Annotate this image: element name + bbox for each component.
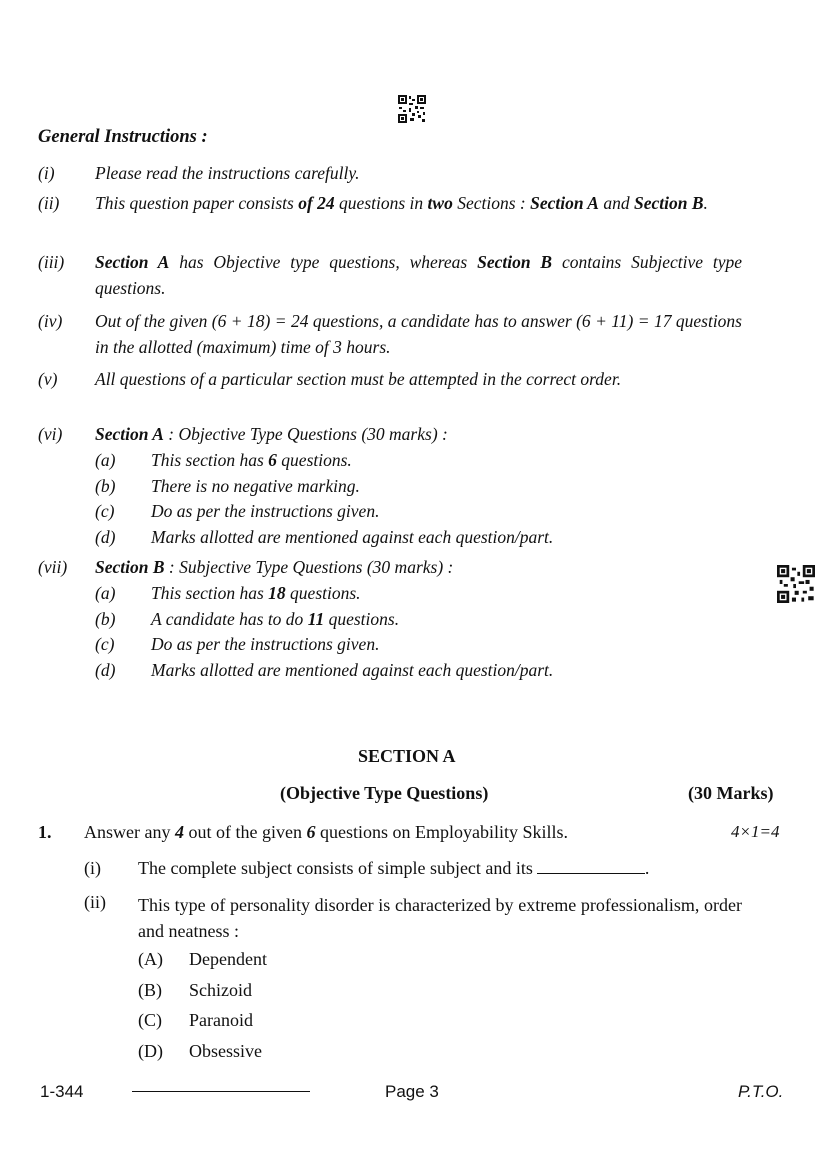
part-i-num: (i) [84, 858, 101, 878]
section_b_instr-item [95, 660, 695, 684]
instruction-item [38, 190, 742, 242]
instruction-item [38, 249, 742, 301]
instruction-item [38, 308, 742, 360]
instruction-number: (iii) [38, 252, 65, 272]
section-subtitle: (Objective Type Questions) [280, 783, 489, 803]
item-text: There is no negative marking. [151, 475, 360, 496]
item-text: This section has 6 questions. [151, 450, 352, 470]
instruction-vii-title [95, 557, 453, 578]
instruction-number: (v) [38, 369, 58, 389]
instruction-item [38, 160, 742, 186]
part-ii-text: This type of personality disorder is characterized by extreme professionalism, order and neatness : [138, 895, 742, 941]
option-text: Paranoid [189, 1010, 253, 1031]
option-text: Obsessive [189, 1041, 262, 1062]
fill-in-blank [537, 873, 645, 874]
section_a_instr-item [95, 501, 695, 525]
paper-code: 1-344 [40, 1082, 84, 1101]
item-text: A candidate has to do 11 questions. [151, 608, 400, 629]
section_a_instr-item [95, 450, 695, 474]
option-letter: (A) [138, 949, 163, 969]
pto-label: P.T.O. [738, 1082, 784, 1101]
instructions-heading: General Instructions : [38, 127, 208, 147]
instruction-number: (ii) [38, 193, 60, 213]
instruction-number: (i) [38, 163, 55, 183]
section_a_instr-item [95, 476, 695, 500]
part-i-text: The complete subject consists of simple subject and its . [138, 858, 650, 878]
qr-code-top [398, 95, 426, 123]
option-letter: (B) [138, 979, 162, 1000]
instruction-vi-num: (vi) [38, 424, 63, 444]
question-marks: 4×1=4 [731, 822, 780, 841]
instruction-number: (iv) [38, 311, 63, 331]
instruction-text: Out of the given (6 + 18) = 24 questions, a candidate has to answer (6 + 11) = 17 questions in the allotted (maximum) time of 3 hours. [95, 311, 742, 357]
question-count-given: 6 [306, 822, 316, 842]
instruction-item [38, 366, 742, 418]
question-number: 1. [38, 822, 52, 842]
instruction-text: All questions of a particular section must be attempted in the correct order. [95, 369, 622, 389]
question-count-answer: 4 [174, 822, 184, 842]
page-number: Page 3 [385, 1082, 439, 1101]
item-letter: (a) [95, 583, 116, 603]
item-letter: (b) [95, 475, 116, 496]
section-title: SECTION A [358, 746, 456, 766]
option-letter: (C) [138, 1010, 162, 1031]
question-text: Answer any 4 out of the given 6 questions on Employability Skills. [84, 822, 568, 842]
section-b-label: Section B [95, 557, 165, 577]
item-text: Do as per the instructions given. [151, 501, 380, 521]
option-letter: (D) [138, 1041, 163, 1062]
option-text: Dependent [189, 949, 267, 969]
item-text: Marks allotted are mentioned against each question/part. [151, 526, 554, 547]
section-a-label: Section A [95, 424, 164, 444]
instruction-vi-title [95, 424, 448, 445]
section_a_instr-item [95, 527, 695, 551]
part-ii-num: (ii) [84, 892, 106, 912]
section_b_instr-item [95, 609, 695, 633]
qr-code-side [777, 565, 815, 603]
section-b-description: : Subjective Type Questions (30 marks) : [164, 557, 454, 577]
item-letter: (d) [95, 526, 116, 547]
item-text: Marks allotted are mentioned against each question/part. [151, 659, 554, 680]
section_b_instr-item [95, 583, 695, 607]
item-text: This section has 18 questions. [151, 583, 361, 603]
item-letter: (c) [95, 634, 115, 654]
section-a-description: : Objective Type Questions (30 marks) : [163, 424, 448, 444]
item-letter: (d) [95, 659, 116, 680]
section-marks: (30 Marks) [688, 783, 774, 803]
item-letter: (b) [95, 608, 116, 629]
item-letter: (c) [95, 501, 115, 521]
item-letter: (a) [95, 450, 116, 470]
instruction-text: This question paper consists of 24 questions in two Sections : Section A and Section B. [95, 193, 708, 213]
option-text: Schizoid [189, 979, 252, 1000]
section_b_instr-item [95, 634, 695, 658]
item-text: Do as per the instructions given. [151, 634, 380, 654]
instruction-text: Please read the instructions carefully. [95, 163, 360, 183]
instruction-text: Section A has Objective type questions, whereas Section B contains Subjective type questions. [95, 252, 742, 298]
footer-rule [132, 1091, 310, 1092]
instruction-vii-num: (vii) [38, 557, 68, 577]
